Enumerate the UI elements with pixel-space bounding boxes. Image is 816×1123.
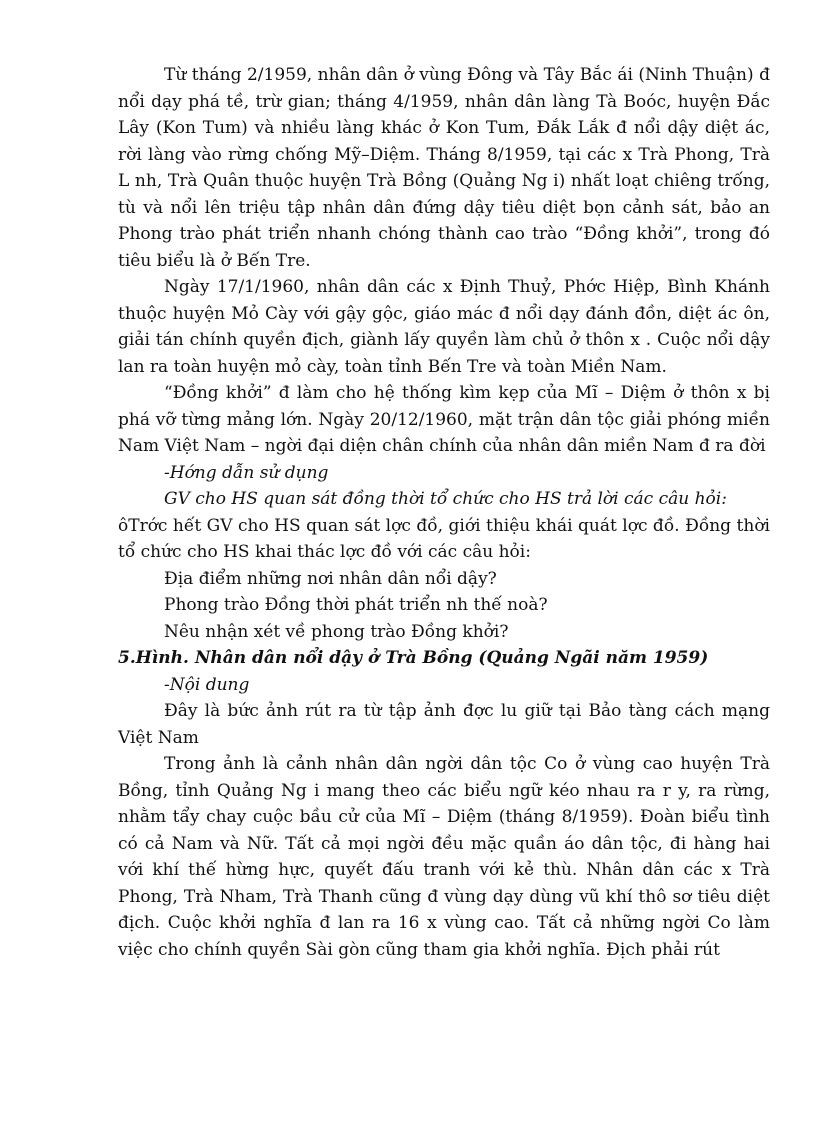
question-3: Nêu nhận xét về phong trào Đồng khởi? bbox=[164, 621, 509, 642]
guide-intro: GV cho HS quan sát đồng thời tổ chức cho HS trả lời các câu hỏi: bbox=[164, 489, 727, 509]
guide-paragraph: ôTrớc hết GV cho HS quan sát lợc đồ, giới thiệu khái quát lợc đồ. Đồng thời tổ chức cho HS khai thác lợc đồ với các câu hỏi: bbox=[118, 515, 770, 562]
paragraph-3: “Đồng khởi” đ làm cho hệ thống kìm kẹp của Mĩ – Diệm ở thôn x bị phá vỡ từng mảng lớn. Ngày 20/12/1960, mặt trận dân tộc giải phóng miền Nam Việt Nam – ngời đại diện chân chính của nhân dân miền Nam đ ra đời bbox=[118, 383, 770, 456]
section-title: 5.Hình. Nhân dân nổi dậy ở Trà Bồng (Quảng Ngãi năm 1959) bbox=[118, 648, 709, 668]
guide-heading: -Hớng dẫn sử dụng bbox=[164, 462, 329, 483]
content-paragraph-2: Trong ảnh là cảnh nhân dân ngời dân tộc Co ở vùng cao huyện Trà Bồng, tỉnh Quảng Ng i mang theo các biểu ngữ kéo nhau ra r y, ra rừng, nhằm tẩy chay cuộc bầu cử của Mĩ – Diệm (tháng 8/1959). Đoàn biểu tình có cả Nam và Nữ. Tất cả mọi ngời đều mặc quần áo dân tộc, đi hàng hai với khí thế hừng hực, quyết đấu tranh với kẻ thù. Nhân dân các x Trà Phong, Trà Nham, Trà Thanh cũng đ vùng dạy dùng vũ khí thô sơ tiêu diệt địch. Cuộc khởi nghĩa đ lan ra 16 x vùng cao. Tất cả những ngời Co làm việc cho chính quyền Sài gòn cũng tham gia khởi nghĩa. Địch phải rút bbox=[118, 754, 770, 960]
paragraph-1: Từ tháng 2/1959, nhân dân ở vùng Đông và Tây Bắc ái (Ninh Thuận) đ nổi dạy phá tề, trừ gian; tháng 4/1959, nhân dân làng Tà Boóc, huyện Đắc Lây (Kon Tum) và nhiều làng khác ở Kon Tum, Đắk Lắk đ nổi dậy diệt ác, rời làng vào rừng chống Mỹ–Diệm. Tháng 8/1959, tại các x Trà Phong, Trà L nh, Trà Quân thuộc huyện Trà Bồng (Quảng Ng i) nhất loạt chiêng trống, tù và nổi lên triệu tập nhân dân đứng dậy tiêu diệt bọn cảnh sát, bảo an Phong trào phát triển nhanh chóng thành cao trào “Đồng khởi”, trong đó tiêu biểu là ở Bến Tre. bbox=[118, 65, 770, 271]
question-1: Địa điểm những nơi nhân dân nổi dậy? bbox=[164, 568, 497, 589]
paragraph-2: Ngày 17/1/1960, nhân dân các x Định Thuỷ, Phớc Hiệp, Bình Khánh thuộc huyện Mỏ Cày với gậy gộc, giáo mác đ nổi dạy đánh đồn, diệt ác ôn, giải tán chính quyền địch, giành lấy quyền làm chủ ở thôn x . Cuộc nổi dậy lan ra toàn huyện mỏ cày, toàn tỉnh Bến Tre và toàn Miền Nam. bbox=[118, 277, 770, 377]
question-2: Phong trào Đồng thời phát triển nh thế noà? bbox=[164, 595, 548, 615]
content-paragraph-1: Đây là bức ảnh rút ra từ tập ảnh đợc lu giữ tại Bảo tàng cách mạng Việt Nam bbox=[118, 701, 770, 748]
document-page bbox=[118, 62, 770, 963]
content-heading: -Nội dung bbox=[164, 674, 250, 695]
